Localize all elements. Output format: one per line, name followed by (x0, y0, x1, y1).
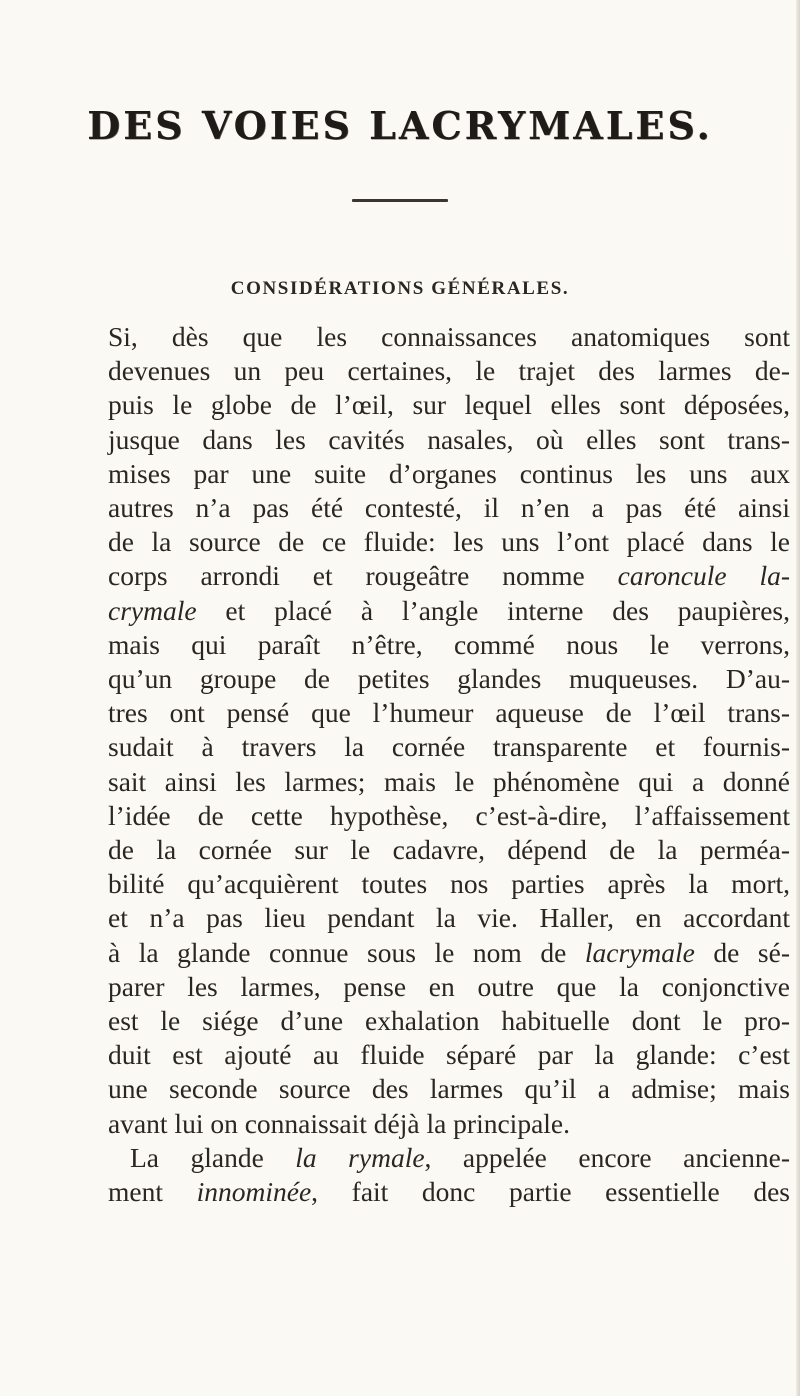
text-line: sudait à travers la cornée transparente et fournis- (108, 731, 790, 763)
text-line: est le siége d’une exhalation habituelle dont le pro- (108, 1005, 790, 1037)
text-fragment: corps arrondi et rougeâtre nomme (108, 560, 585, 592)
text-line: autres n’a pas été contesté, il n’en a pas été ainsi (108, 492, 790, 524)
text-line: avant lui on connaissait déjà la principale. (108, 1107, 570, 1139)
section-subtitle: CONSIDÉRATIONS GÉNÉRALES. (230, 277, 570, 299)
text-line (108, 594, 790, 628)
text-fragment: , appelée encore ancienne- (424, 1141, 790, 1173)
page-edge (796, 0, 800, 1396)
title-rule (352, 199, 448, 202)
text-line: bilité qu’acquièrent toutes nos parties après la mort, (108, 868, 790, 900)
body-text (108, 320, 790, 1209)
text-fragment: de sé- (713, 936, 790, 968)
text-line: jusque dans les cavités nasales, où elles sont trans- (108, 423, 790, 455)
text-fragment: , fait donc partie essentielle des (311, 1176, 790, 1208)
text-line: tres ont pensé que l’humeur aqueuse de l’œil trans- (108, 697, 790, 729)
text-line (108, 1175, 790, 1209)
italic-term: lacrymale (584, 936, 695, 968)
text-fragment: et placé à l’angle interne des paupières, (225, 594, 790, 626)
text-line: puis le globe de l’œil, sur lequel elles sont déposées, (108, 389, 790, 421)
text-line: de la cornée sur le cadavre, dépend de la perméa- (108, 834, 790, 866)
italic-term: crymale (108, 594, 197, 626)
text-line: une seconde source des larmes qu’il a admise; mais (108, 1073, 790, 1105)
text-line (108, 936, 790, 970)
text-line: devenues un peu certaines, le trajet des larmes de- (108, 355, 790, 387)
italic-term: innominée (196, 1176, 312, 1208)
page-title: DES VOIES LACRYMALES. (87, 103, 713, 149)
text-fragment: La glande (130, 1141, 264, 1173)
text-line: duit est ajouté au fluide séparé par la glande: c’est (108, 1039, 790, 1071)
text-line: sait ainsi les larmes; mais le phénomène qui a donné (108, 765, 790, 797)
text-line: mais qui paraît n’être, commé nous le verrons, (108, 628, 790, 660)
italic-term: caroncule la- (617, 560, 791, 592)
italic-term: la rymale (295, 1141, 425, 1173)
text-line: Si, dès que les connaissances anatomiques sont (108, 321, 790, 352)
text-line: l’idée de cette hypothèse, c’est-à-dire, l’affaissement (108, 799, 790, 831)
text-line: qu’un groupe de petites glandes muqueuses. D’au- (108, 663, 790, 695)
text-line: et n’a pas lieu pendant la vie. Haller, en accordant (108, 902, 790, 934)
text-fragment: à la glande connue sous le nom de (108, 936, 567, 968)
text-line: de la source de ce fluide: les uns l’ont placé dans le (108, 526, 790, 558)
text-line: parer les larmes, pense en outre que la conjonctive (108, 970, 790, 1002)
text-line (108, 1141, 790, 1175)
text-fragment: ment (108, 1176, 163, 1208)
text-line (108, 559, 790, 593)
text-line: mises par une suite d’organes continus les uns aux (108, 457, 790, 489)
